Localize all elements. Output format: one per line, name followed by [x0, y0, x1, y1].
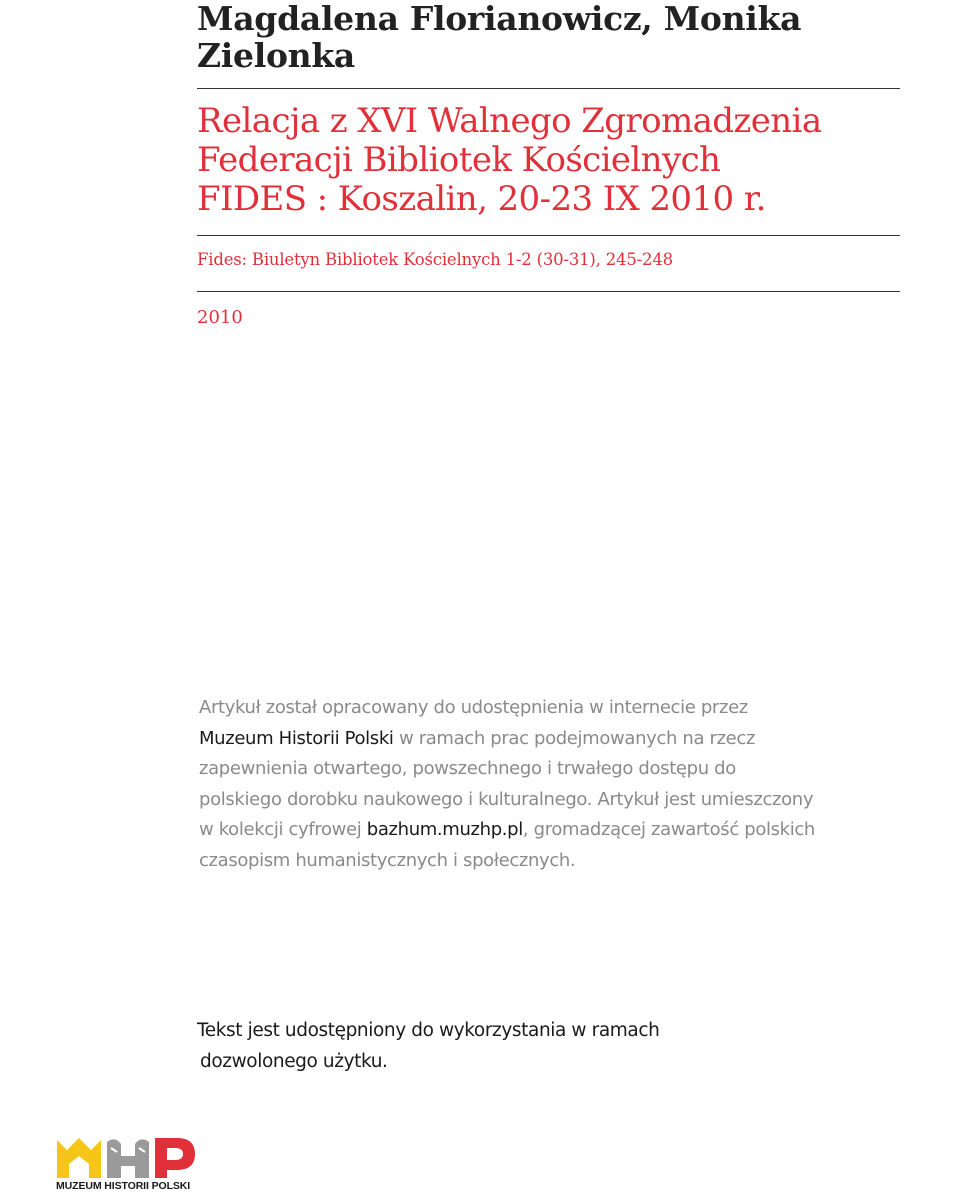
notice-text: polskiego dorobku naukowego i kulturalnego. Artykuł jest umieszczony [199, 788, 814, 810]
notice-text: czasopism humanistycznych i społecznych. [199, 849, 576, 871]
usage-line: dozwolonego użytku. [200, 1051, 388, 1072]
notice-line [199, 724, 899, 755]
usage-line: Tekst jest udostępniony do wykorzystania w ramach [197, 1020, 660, 1041]
authors-heading: Magdalena Florianowicz, Monika Zielonka [197, 0, 802, 75]
notice-line [199, 754, 899, 785]
notice-text: Artykuł został opracowany do udostępnienia w internecie przez [199, 697, 748, 718]
title-line: FIDES : Koszalin, 20-23 IX 2010 r. [197, 179, 766, 219]
source-citation: Fides: Biuletyn Bibliotek Kościelnych 1-2 (30-31), 245-248 [197, 250, 673, 269]
notice-line [199, 815, 899, 846]
logo-caption: MUZEUM HISTORII POLSKI [56, 1180, 191, 1192]
availability-notice [199, 693, 899, 876]
divider [197, 235, 900, 236]
divider [197, 88, 900, 89]
notice-text: w ramach prac podejmowanych na rzecz [393, 727, 756, 749]
notice-text: , gromadzącej zawartość polskich [522, 819, 815, 840]
notice-line [199, 693, 899, 724]
title-line: Federacji Bibliotek Kościelnych [197, 140, 721, 180]
site-link[interactable]: bazhum.muzhp.pl [366, 819, 523, 840]
notice-line [199, 785, 899, 816]
title-line: Relacja z XVI Walnego Zgromadzenia [197, 101, 822, 141]
h-shape [107, 1139, 149, 1178]
divider [197, 291, 900, 292]
article-title [197, 102, 897, 219]
usage-notice [197, 1015, 797, 1077]
notice-line [199, 846, 899, 877]
notice-text: zapewnienia otwartego, powszechnego i trwałego dostępu do [199, 758, 736, 779]
notice-text: w kolekcji cyfrowej [199, 819, 367, 840]
museum-name: Muzeum Historii Polski [199, 727, 394, 749]
publication-year: 2010 [197, 307, 243, 328]
